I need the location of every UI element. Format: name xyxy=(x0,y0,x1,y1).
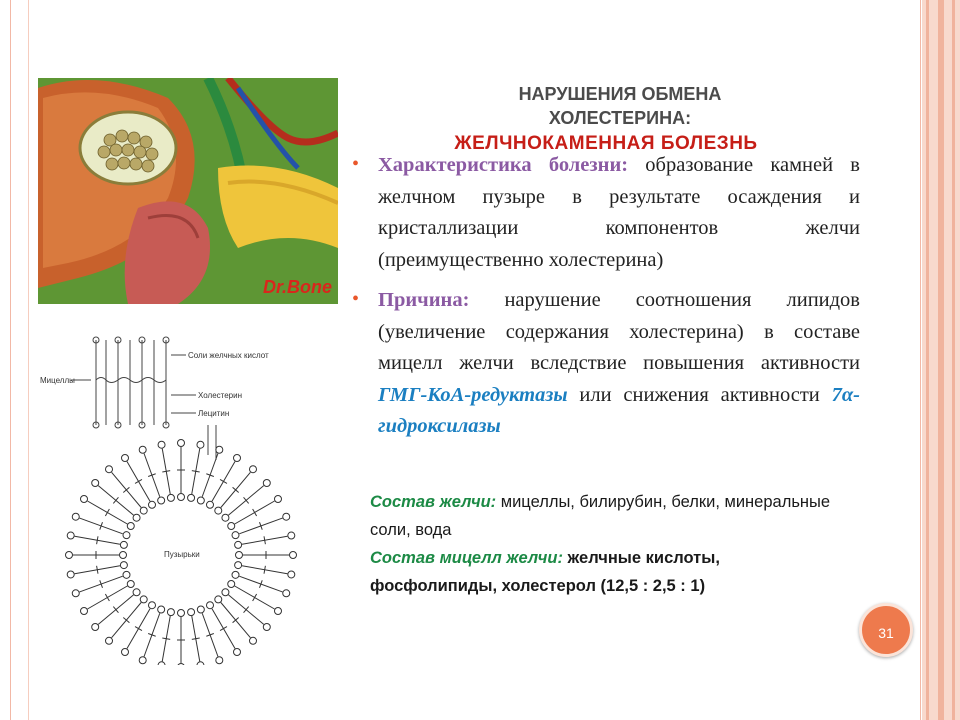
characteristic-text: образование камней в желчном пузыре в результате осаждения и кристаллизации компонентов желчи (преимущественно холестерина) xyxy=(378,154,860,271)
label-lecithin: Лецитин xyxy=(198,409,230,418)
bile-composition-text: мицеллы, билирубин, белки, минеральные соли, вода xyxy=(370,493,831,539)
cause-text-1: нарушение соотношения липидов (увеличение содержания холестерина) в составе мицелл желчи вследствие повышения активности xyxy=(378,289,860,374)
page-number-badge: 31 xyxy=(859,603,913,657)
bile-composition xyxy=(370,488,840,544)
micelle-composition-label: Состав мицелл желчи: xyxy=(370,549,563,567)
label-micelles: Мицеллы xyxy=(40,376,75,385)
stripe-line xyxy=(952,0,955,720)
enzyme-7a-hydroxylase: 7α-гидроксилазы xyxy=(378,383,860,437)
svg-text:Dr.Bone: Dr.Bone xyxy=(263,277,333,297)
cause-label: Причина: xyxy=(378,289,470,311)
bile-composition-label: Состав желчи: xyxy=(370,493,497,511)
stripe-line xyxy=(926,0,929,720)
bullet-dot-icon: • xyxy=(352,288,360,310)
right-decorative-stripe xyxy=(922,0,960,720)
gallbladder-anatomy-image xyxy=(38,78,338,304)
bullet-dot-icon: • xyxy=(352,153,360,175)
micelle-composition xyxy=(370,544,840,600)
bullet-list xyxy=(352,150,860,443)
label-bile-acid-salts: Соли желчных кислот xyxy=(188,351,269,360)
composition-block xyxy=(370,488,840,600)
bullet-characteristic xyxy=(352,150,860,276)
label-cholesterol: Холестерин xyxy=(198,391,242,400)
slide-subtitle: ЖЕЛЧНОКАМЕННАЯ БОЛЕЗНЬ xyxy=(454,133,758,154)
micelle-composition-text: желчные кислоты, фосфолипиды, холестерол (12,5 : 2,5 : 1) xyxy=(370,549,720,595)
cause-text-2: или снижения активности xyxy=(567,383,832,406)
slide-title: НАРУШЕНИЯ ОБМЕНА ХОЛЕСТЕРИНА: xyxy=(518,84,722,128)
characteristic-label: Характеристика болезни: xyxy=(378,154,629,176)
label-vesicles: Пузырьки xyxy=(164,550,200,559)
bullet-cause xyxy=(352,285,860,443)
micelle-diagram xyxy=(36,325,346,665)
stripe-line xyxy=(938,0,944,720)
enzyme-hmg-coa: ГМГ-КоА-редуктазы xyxy=(378,383,568,406)
